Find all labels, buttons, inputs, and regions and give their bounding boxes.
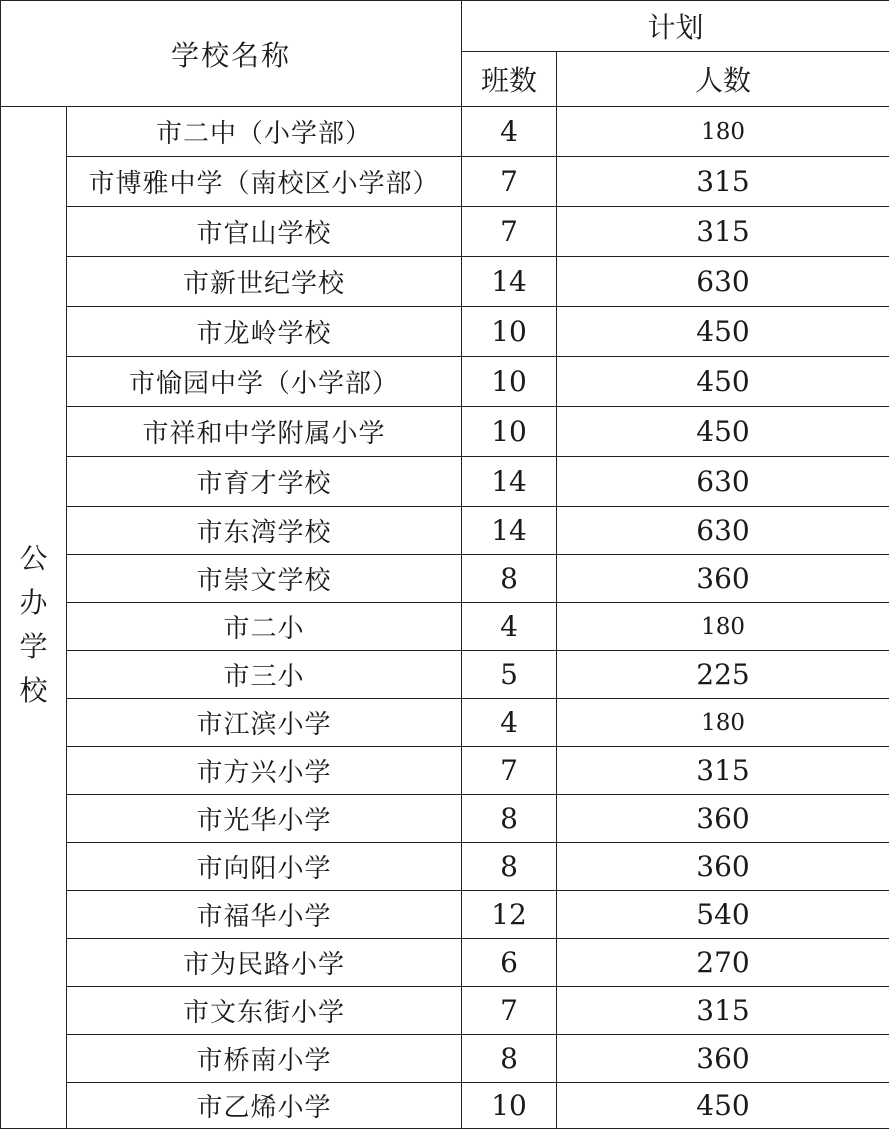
class-count-cell: 8 [462, 1035, 557, 1083]
school-name-cell: 市育才学校 [67, 457, 462, 507]
header-students: 人数 [557, 52, 889, 107]
school-name-cell: 市二中（小学部） [67, 107, 462, 157]
student-count-cell: 180 [557, 699, 889, 747]
table-row [1, 891, 889, 939]
student-count-cell: 630 [557, 457, 889, 507]
school-name-cell: 市官山学校 [67, 207, 462, 257]
table-row [1, 357, 889, 407]
student-count-cell: 180 [557, 603, 889, 651]
class-count-cell: 7 [462, 207, 557, 257]
class-count-cell: 4 [462, 603, 557, 651]
class-count-cell: 8 [462, 795, 557, 843]
class-count-cell: 14 [462, 257, 557, 307]
class-count-cell: 7 [462, 157, 557, 207]
class-count-cell: 4 [462, 107, 557, 157]
school-name-cell: 市为民路小学 [67, 939, 462, 987]
table-row [1, 307, 889, 357]
school-name-cell: 市文东街小学 [67, 987, 462, 1035]
header-school-name: 学校名称 [1, 1, 462, 107]
table-row [1, 795, 889, 843]
school-name-cell: 市福华小学 [67, 891, 462, 939]
header-classes: 班数 [462, 52, 557, 107]
student-count-cell: 270 [557, 939, 889, 987]
student-count-cell: 315 [557, 747, 889, 795]
class-count-cell: 10 [462, 1083, 557, 1129]
table-row [1, 555, 889, 603]
student-count-cell: 180 [557, 107, 889, 157]
class-count-cell: 5 [462, 651, 557, 699]
table-row [1, 1083, 889, 1129]
school-name-cell: 市崇文学校 [67, 555, 462, 603]
table-row [1, 747, 889, 795]
class-count-cell: 7 [462, 747, 557, 795]
table-body [1, 107, 889, 1129]
student-count-cell: 630 [557, 257, 889, 307]
class-count-cell: 7 [462, 987, 557, 1035]
student-count-cell: 360 [557, 843, 889, 891]
student-count-cell: 450 [557, 307, 889, 357]
school-name-cell: 市光华小学 [67, 795, 462, 843]
student-count-cell: 630 [557, 507, 889, 555]
class-count-cell: 10 [462, 407, 557, 457]
school-name-cell: 市江滨小学 [67, 699, 462, 747]
table-row [1, 843, 889, 891]
student-count-cell: 360 [557, 795, 889, 843]
table-row [1, 651, 889, 699]
table-row [1, 1035, 889, 1083]
school-name-cell: 市新世纪学校 [67, 257, 462, 307]
class-count-cell: 14 [462, 507, 557, 555]
class-count-cell: 14 [462, 457, 557, 507]
table-row [1, 207, 889, 257]
school-name-cell: 市乙烯小学 [67, 1083, 462, 1129]
school-name-cell: 市桥南小学 [67, 1035, 462, 1083]
school-name-cell: 市龙岭学校 [67, 307, 462, 357]
student-count-cell: 225 [557, 651, 889, 699]
class-count-cell: 8 [462, 843, 557, 891]
student-count-cell: 360 [557, 1035, 889, 1083]
student-count-cell: 315 [557, 157, 889, 207]
class-count-cell: 12 [462, 891, 557, 939]
class-count-cell: 4 [462, 699, 557, 747]
school-name-cell: 市向阳小学 [67, 843, 462, 891]
school-name-cell: 市东湾学校 [67, 507, 462, 555]
class-count-cell: 10 [462, 307, 557, 357]
table-row [1, 457, 889, 507]
class-count-cell: 6 [462, 939, 557, 987]
school-name-cell: 市三小 [67, 651, 462, 699]
student-count-cell: 450 [557, 1083, 889, 1129]
table-row [1, 699, 889, 747]
table-row [1, 939, 889, 987]
table-row [1, 987, 889, 1035]
category-cell [1, 107, 67, 1129]
table-row [1, 107, 889, 157]
student-count-cell: 450 [557, 407, 889, 457]
table-row [1, 257, 889, 307]
school-name-cell: 市博雅中学（南校区小学部） [67, 157, 462, 207]
table-row [1, 507, 889, 555]
school-name-cell: 市方兴小学 [67, 747, 462, 795]
student-count-cell: 315 [557, 987, 889, 1035]
student-count-cell: 540 [557, 891, 889, 939]
table-row [1, 407, 889, 457]
school-name-cell: 市祥和中学附属小学 [67, 407, 462, 457]
student-count-cell: 360 [557, 555, 889, 603]
class-count-cell: 8 [462, 555, 557, 603]
school-name-cell: 市二小 [67, 603, 462, 651]
category-label: 公办学校 [19, 542, 48, 707]
table-row [1, 603, 889, 651]
student-count-cell: 315 [557, 207, 889, 257]
student-count-cell: 450 [557, 357, 889, 407]
header-plan: 计划 [462, 1, 889, 52]
class-count-cell: 10 [462, 357, 557, 407]
school-name-cell: 市愉园中学（小学部） [67, 357, 462, 407]
table-row [1, 157, 889, 207]
